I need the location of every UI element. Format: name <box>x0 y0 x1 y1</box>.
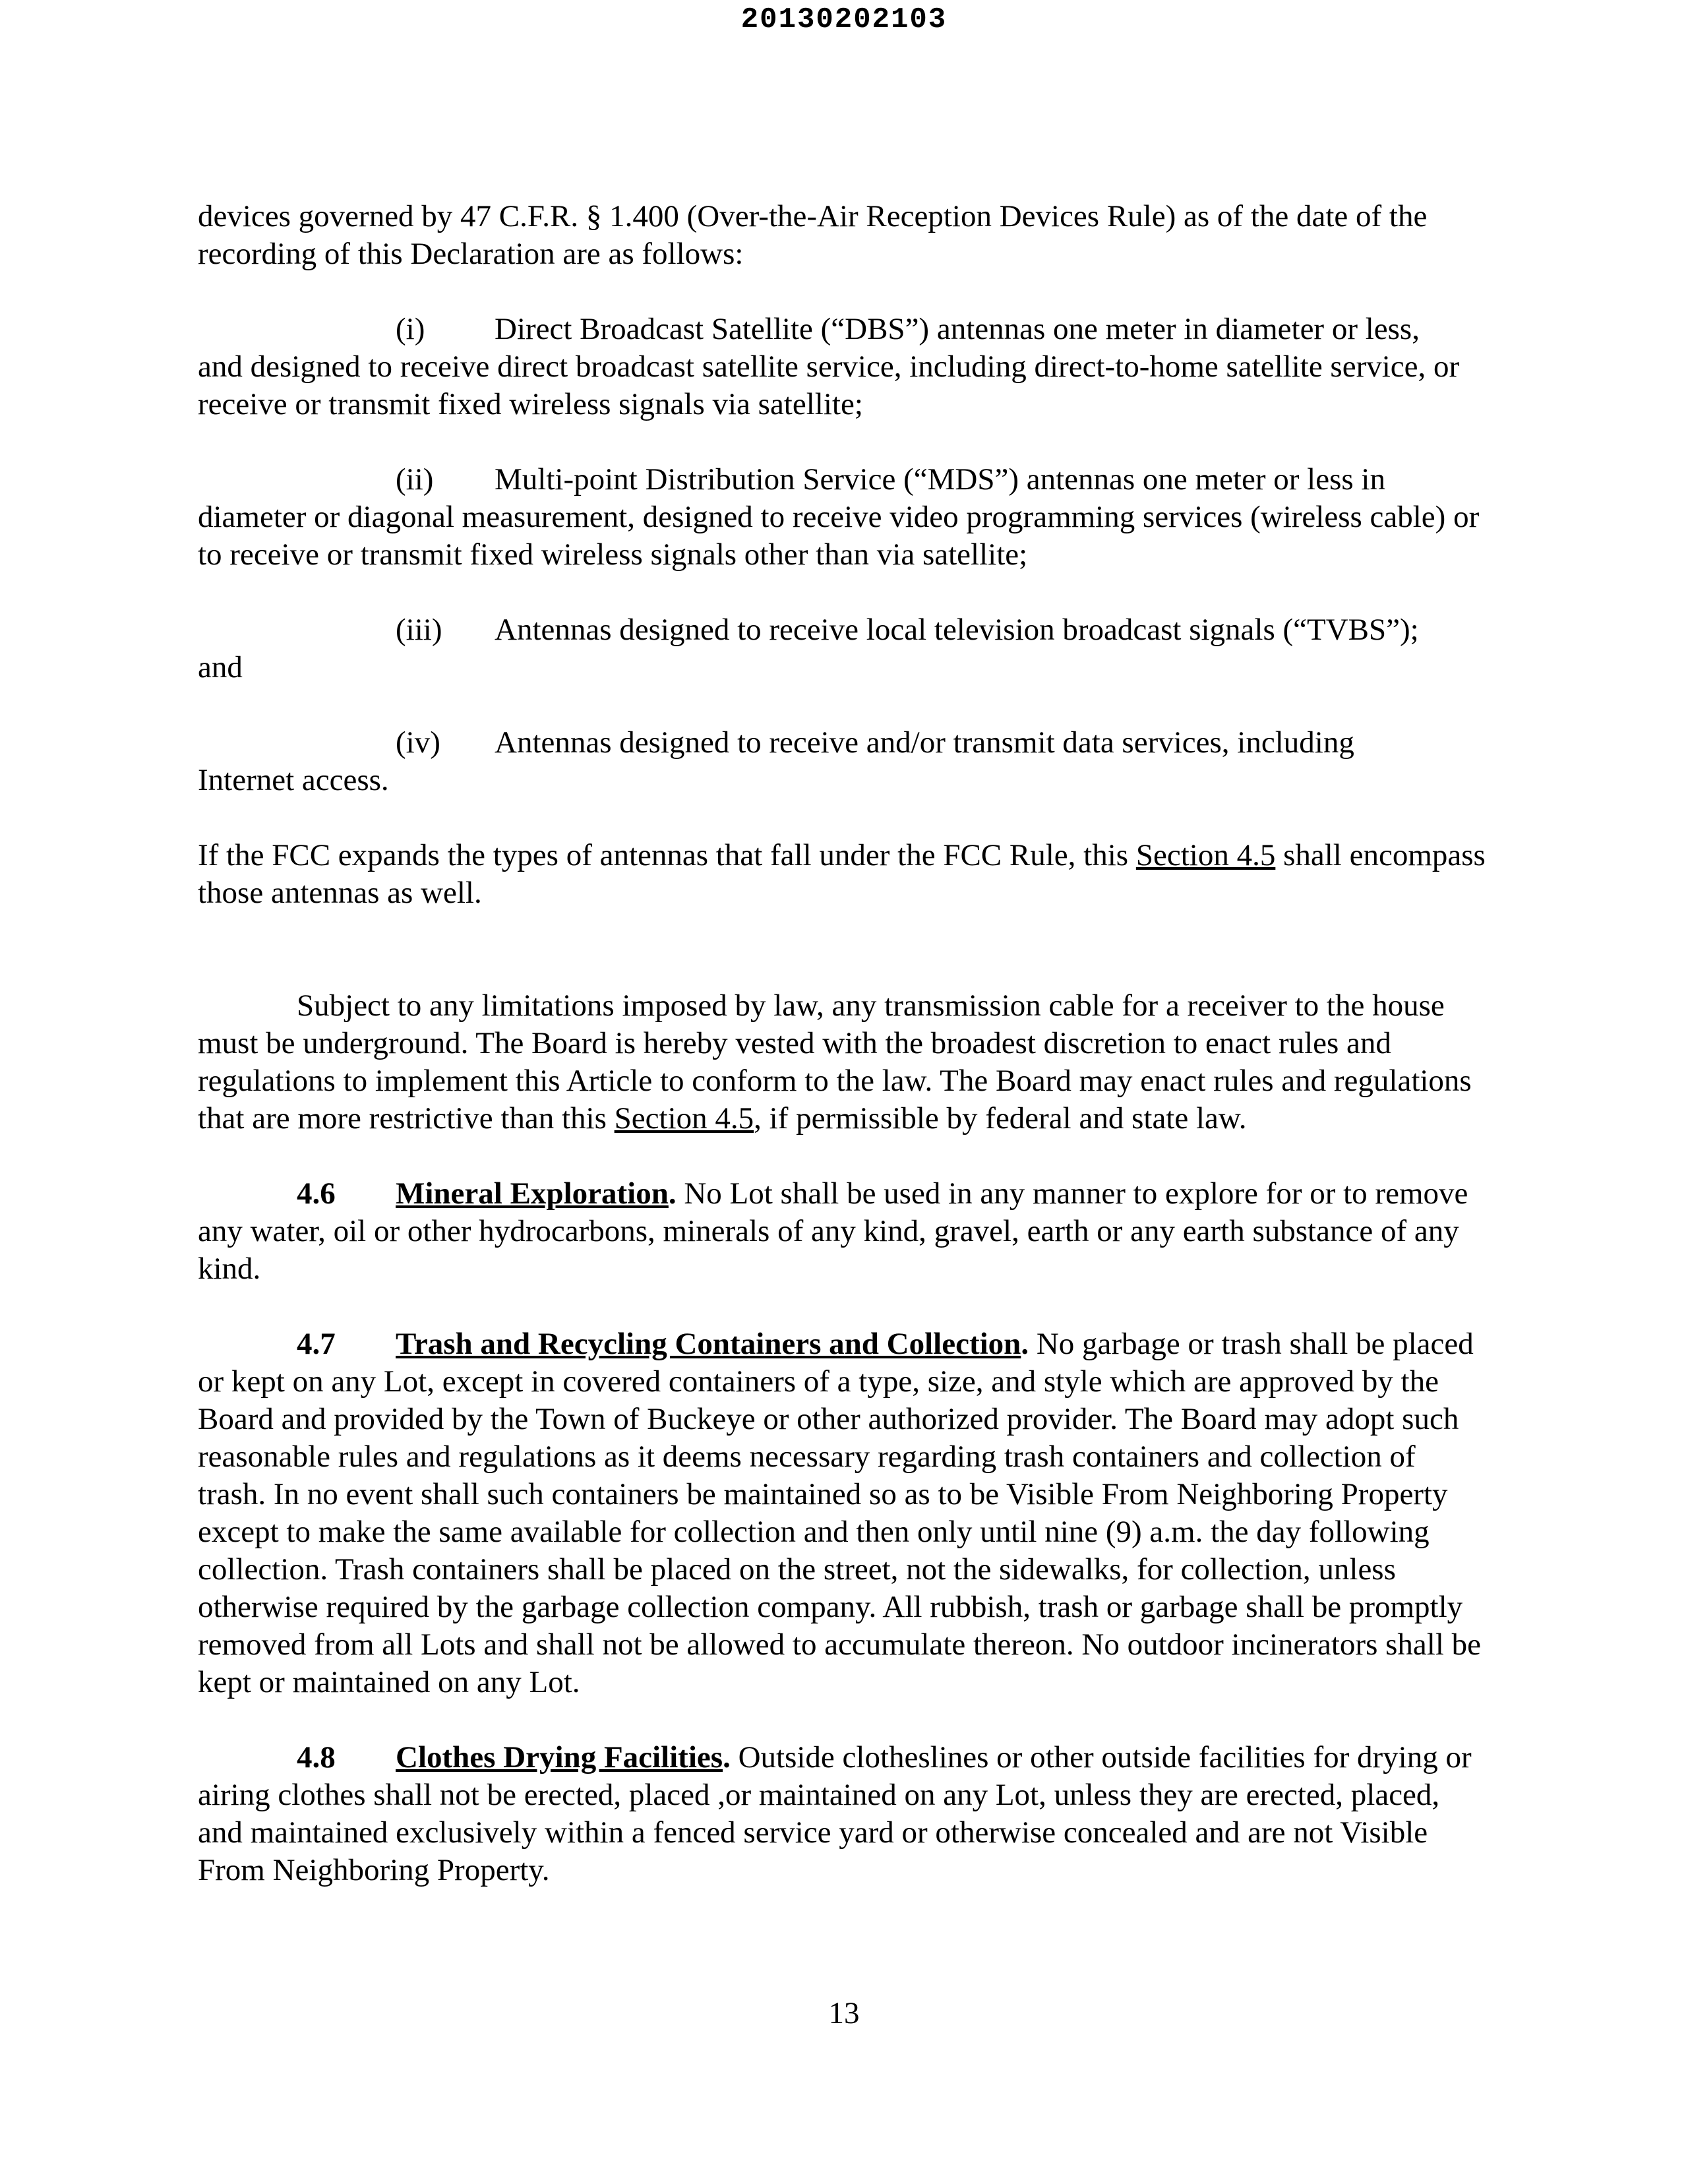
item-rest: Internet access. <box>198 763 389 797</box>
section-number: 4.6 <box>297 1176 336 1211</box>
section-number: 4.8 <box>297 1740 336 1774</box>
section-4-7: 4.7 Trash and Recycling Containers and Collection. No garbage or trash shall be placed or kept on any Lot, except in covered containers of a type, size, and style which are approved by the Board and provided by the Town of Buckeye or other authorized provider. The Board may adopt such reasonable rules and regulations as it deems necessary regarding trash containers and collection of trash. In no event shall such containers be maintained so as to be Visible From Neighboring Property except to make the same available for collection and then only until nine (9) a.m. the day following collection. Trash containers shall be placed on the street, not the sidewalks, for collection, unless otherwise required by the garbage collection company. All rubbish, trash or garbage shall be promptly removed from all Lots and shall not be allowed to accumulate thereon. No outdoor incinerators shall be kept or maintained on any Lot. <box>198 1327 1482 1699</box>
list-item <box>198 611 1490 686</box>
item-number: (ii) <box>396 462 434 497</box>
item-number: (iv) <box>396 725 440 760</box>
section-title: Clothes Drying Facilities <box>396 1740 723 1774</box>
item-first-line: Antennas designed to receive local television broadcast signals (“TVBS”); <box>495 613 1419 647</box>
document-number: 20130202103 <box>740 3 948 36</box>
item-number: (i) <box>396 312 425 346</box>
section-4-6: 4.6 Mineral Exploration. No Lot shall be used in any manner to explore for or to remove any water, oil or other hydrocarbons, minerals of any kind, gravel, earth or any earth substance of any kind. <box>198 1176 1468 1286</box>
item-first-line: Direct Broadcast Satellite (“DBS”) antennas one meter in diameter or less, <box>495 312 1420 346</box>
item-rest: diameter or diagonal measurement, designed to receive video programming services (wireless cable) or to receive or transmit fixed wireless signals other than via satellite; <box>198 500 1480 572</box>
list-item <box>198 461 1490 574</box>
fcc-expansion-paragraph: If the FCC expands the types of antennas that fall under the FCC Rule, this Section 4.5 shall encompass those antennas as well. <box>198 838 1486 910</box>
intro-paragraph: devices governed by 47 C.F.R. § 1.400 (Over-the-Air Reception Devices Rule) as of the date of the recording of this Declaration are as follows: <box>198 199 1428 271</box>
subject-paragraph: Subject to any limitations imposed by law, any transmission cable for a receiver to the house must be underground. The Board is hereby vested with the broadest discretion to enact rules and regulations to implement this Article to conform to the law. The Board may enact rules and regulations that are more restrictive than this Section 4.5, if permissible by federal and state law. <box>198 988 1472 1136</box>
item-first-line: Antennas designed to receive and/or transmit data services, including <box>495 725 1354 760</box>
document-body <box>198 198 1490 1889</box>
section-title: Mineral Exploration <box>396 1176 669 1211</box>
list-item <box>198 311 1490 423</box>
list-item <box>198 724 1490 799</box>
item-rest: and designed to receive direct broadcast satellite service, including direct-to-home satellite service, or receive or transmit fixed wireless signals via satellite; <box>198 349 1460 421</box>
section-body: No Lot shall be used in any manner to explore for or to remove any water, oil or other hydrocarbons, minerals of any kind, gravel, earth or any earth substance of any kind. <box>198 1176 1468 1286</box>
section-number: 4.7 <box>297 1327 336 1361</box>
section-title: Trash and Recycling Containers and Collection <box>396 1327 1021 1361</box>
section-4-8: 4.8 Clothes Drying Facilities. Outside clotheslines or other outside facilities for drying or airing clothes shall not be erected, placed ,or maintained on any Lot, unless they are erected, placed, and maintained exclusively within a fenced service yard or otherwise concealed and are not Visible From Neighboring Property. <box>198 1740 1472 1887</box>
page-number: 13 <box>828 1996 860 2030</box>
section-body: No garbage or trash shall be placed or kept on any Lot, except in covered containers of a type, size, and style which are approved by the Board and provided by the Town of Buckeye or other authorized provider. The Board may adopt such reasonable rules and regulations as it deems necessary regarding trash containers and collection of trash. In no event shall such containers be maintained so as to be Visible From Neighboring Property except to make the same available for collection and then only until nine (9) a.m. the day following collection. Trash containers shall be placed on the street, not the sidewalks, for collection, unless otherwise required by the garbage collection company. All rubbish, trash or garbage shall be promptly removed from all Lots and shall not be allowed to accumulate thereon. No outdoor incinerators shall be kept or maintained on any Lot. <box>198 1327 1482 1699</box>
item-first-line: Multi-point Distribution Service (“MDS”) antennas one meter or less in <box>495 462 1385 497</box>
section-body: Outside clotheslines or other outside facilities for drying or airing clothes shall not be erected, placed ,or maintained on any Lot, unless they are erected, placed, and maintained exclusively within a fenced service yard or otherwise concealed and are not Visible From Neighboring Property. <box>198 1740 1472 1887</box>
item-rest: and <box>198 650 243 684</box>
item-number: (iii) <box>396 613 442 647</box>
section-reference: Section 4.5 <box>1135 838 1276 872</box>
section-reference: Section 4.5 <box>614 1101 754 1136</box>
